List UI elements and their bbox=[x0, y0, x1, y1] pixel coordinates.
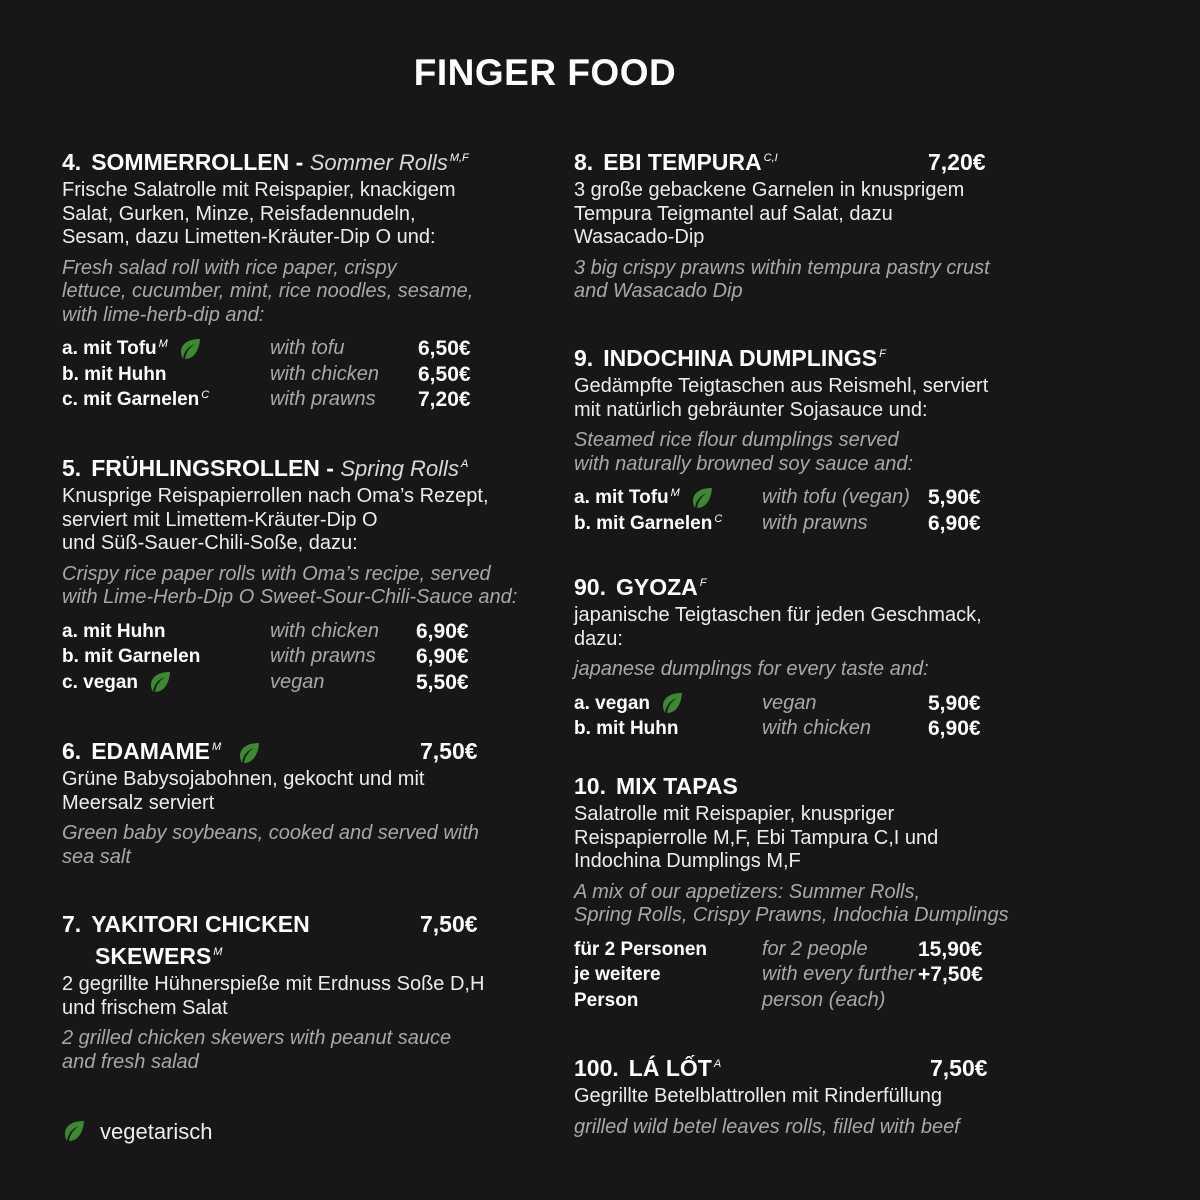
description-line: 2 grilled chicken skewers with peanut sauce bbox=[62, 1027, 452, 1049]
option-label bbox=[62, 619, 165, 645]
item-name: EBI TEMPURA bbox=[603, 149, 762, 175]
description-line: 3 big crispy prawns within tempura pastry crust bbox=[574, 256, 990, 279]
option-english: with prawns bbox=[270, 388, 376, 410]
description-line: and Wasacado Dip bbox=[574, 280, 743, 302]
description-line: Frische Salatrolle mit Reispapier, knackigem bbox=[62, 179, 456, 201]
description-line: Fresh salad roll with rice paper, crispy bbox=[62, 256, 397, 279]
option-price: 6,50€ bbox=[418, 337, 471, 360]
legend-label: vegetarisch bbox=[100, 1119, 213, 1144]
item-header bbox=[574, 571, 1044, 603]
description-line: Gedämpfte Teigtaschen aus Reismehl, serviert bbox=[574, 375, 989, 397]
legend bbox=[62, 1117, 213, 1147]
option-row bbox=[574, 716, 1044, 742]
item-price: 7,50€ bbox=[930, 1055, 988, 1081]
option-name: b. mit Garnelen bbox=[62, 646, 201, 667]
item-number: 4. bbox=[62, 149, 82, 175]
description-line: serviert mit Limettem-Kräuter-Dip O bbox=[62, 508, 378, 531]
option-label bbox=[62, 336, 202, 362]
option-name: a. mit Huhn bbox=[62, 620, 166, 642]
allergen-codes: M,F bbox=[449, 152, 469, 164]
item-number: 10. bbox=[574, 773, 606, 799]
option-price: 5,90€ bbox=[928, 691, 981, 715]
description-line: Knusprige Reispapierrollen nach Oma’s Rezept, bbox=[62, 485, 489, 507]
option-row bbox=[574, 988, 1044, 1014]
option-label bbox=[574, 511, 722, 537]
item-number: 6. bbox=[62, 738, 82, 764]
option-name: b. mit Garnelen bbox=[574, 512, 713, 534]
item-header-line2 bbox=[62, 940, 532, 972]
option-name: a. mit Tofu bbox=[62, 338, 157, 359]
allergen-codes: C bbox=[201, 389, 210, 401]
description-line: Crispy rice paper rolls with Oma’s recipe, served bbox=[62, 562, 491, 585]
item-number: 100. bbox=[574, 1055, 619, 1081]
option-row bbox=[62, 387, 532, 413]
option-english: for 2 people bbox=[762, 937, 868, 960]
item-header bbox=[62, 735, 532, 767]
german-description bbox=[574, 375, 1044, 422]
options-list bbox=[62, 619, 532, 696]
description-line: Steamed rice flour dumplings served bbox=[574, 429, 899, 451]
option-price: 15,90€ bbox=[918, 937, 983, 961]
option-name: b. mit Huhn bbox=[62, 363, 167, 385]
allergen-codes: M bbox=[158, 338, 168, 350]
description-line: Sesam, dazu Limetten-Kräuter-Dip O und: bbox=[62, 226, 436, 248]
item-price: 7,20€ bbox=[928, 149, 986, 175]
description-line: grilled wild betel leaves rolls, filled with beef bbox=[574, 1115, 960, 1138]
option-name: b. mit Huhn bbox=[574, 718, 679, 739]
item-header bbox=[574, 342, 1044, 374]
option-name: c. mit Garnelen bbox=[62, 389, 200, 410]
english-description bbox=[574, 429, 1044, 476]
menu-item bbox=[574, 770, 1044, 1013]
description-line: Salat, Gurken, Minze, Reisfadennudeln, bbox=[62, 202, 416, 225]
options-list bbox=[574, 937, 1044, 1014]
menu-item bbox=[62, 452, 532, 695]
leaf-icon bbox=[237, 741, 261, 765]
leaf-icon bbox=[690, 486, 714, 510]
item-price: 7,50€ bbox=[420, 911, 478, 937]
menu-title: FINGER FOOD bbox=[413, 52, 677, 93]
option-english: with chicken bbox=[762, 717, 871, 739]
item-name: EDAMAME bbox=[91, 738, 211, 764]
item-name-continued: SKEWERS bbox=[95, 943, 212, 969]
item-subtitle: Sommer Rolls bbox=[309, 150, 448, 175]
option-english: with every further bbox=[762, 963, 916, 985]
item-subtitle: Spring Rolls bbox=[340, 456, 459, 481]
option-label bbox=[62, 644, 200, 670]
menu-item bbox=[574, 342, 1044, 536]
description-line: Tempura Teigmantel auf Salat, dazu bbox=[574, 202, 893, 225]
description-line: 2 gegrillte Hühnerspieße mit Erdnuss Soße D,H bbox=[62, 973, 485, 995]
allergen-codes: C,I bbox=[763, 152, 778, 164]
option-label bbox=[62, 670, 172, 696]
description-line: with Lime-Herb-Dip O Sweet-Sour-Chili-Sauce and: bbox=[62, 586, 518, 608]
option-name: Person bbox=[574, 989, 639, 1011]
item-name: MIX TAPAS bbox=[615, 773, 738, 799]
allergen-codes: M bbox=[670, 487, 680, 499]
description-line: Green baby soybeans, cooked and served with bbox=[62, 822, 479, 844]
option-row bbox=[574, 937, 1044, 963]
leaf-icon bbox=[178, 337, 202, 361]
item-price: 7,50€ bbox=[420, 738, 478, 764]
german-description bbox=[62, 485, 532, 556]
option-row bbox=[62, 619, 532, 645]
german-description bbox=[574, 604, 1044, 651]
description-line: lettuce, cucumber, mint, rice noodles, sesame, bbox=[62, 280, 474, 302]
option-price: 6,90€ bbox=[416, 645, 469, 668]
option-price: 6,90€ bbox=[928, 717, 981, 740]
allergen-codes: F bbox=[699, 577, 707, 589]
german-description bbox=[62, 768, 532, 815]
item-header bbox=[62, 908, 532, 940]
option-english: with tofu (vegan) bbox=[762, 486, 910, 508]
option-name: a. vegan bbox=[574, 692, 651, 714]
item-number: 7. bbox=[62, 911, 82, 937]
allergen-codes: M bbox=[213, 946, 223, 958]
option-label bbox=[574, 962, 661, 988]
german-description bbox=[574, 1085, 1044, 1109]
description-line: 3 große gebackene Garnelen in knusprigem bbox=[574, 179, 965, 201]
description-line: japanische Teigtaschen für jeden Geschmack, bbox=[574, 604, 982, 626]
item-name: SOMMERROLLEN - bbox=[91, 149, 304, 175]
option-row bbox=[62, 644, 532, 670]
menu-item bbox=[62, 735, 532, 869]
item-header bbox=[574, 770, 1044, 802]
leaf-icon bbox=[62, 1119, 86, 1143]
option-price: +7,50€ bbox=[918, 963, 983, 986]
option-row bbox=[62, 336, 532, 362]
option-name: für 2 Personen bbox=[574, 938, 708, 960]
allergen-codes: M bbox=[212, 741, 222, 753]
option-label bbox=[574, 988, 638, 1014]
item-header bbox=[62, 452, 532, 484]
option-label bbox=[62, 387, 209, 413]
description-line: sea salt bbox=[62, 845, 131, 868]
options-list bbox=[574, 485, 1044, 536]
item-number: 5. bbox=[62, 455, 82, 481]
description-line: Indochina Dumplings M,F bbox=[574, 850, 801, 872]
english-description bbox=[574, 658, 1044, 682]
item-number: 90. bbox=[574, 574, 606, 600]
menu-item bbox=[62, 146, 532, 413]
english-description bbox=[574, 257, 1044, 304]
allergen-codes: F bbox=[879, 348, 886, 360]
description-line: with naturally browned soy sauce and: bbox=[574, 452, 914, 475]
options-list bbox=[62, 336, 532, 413]
menu-item bbox=[62, 908, 532, 1074]
description-line: Reispapierrolle M,F, Ebi Tampura C,I und bbox=[574, 826, 939, 849]
item-name: LÁ LỐT bbox=[628, 1055, 712, 1081]
description-line: with lime-herb-dip and: bbox=[62, 303, 265, 326]
option-label bbox=[574, 937, 707, 963]
option-name: je weitere bbox=[574, 964, 661, 985]
option-english: with prawns bbox=[762, 511, 868, 534]
german-description bbox=[574, 179, 1044, 250]
option-label bbox=[574, 716, 678, 742]
description-line: und Süß-Sauer-Chili-Soße, dazu: bbox=[62, 532, 358, 554]
option-row bbox=[574, 691, 1044, 717]
option-price: 7,20€ bbox=[418, 388, 471, 411]
english-description bbox=[574, 881, 1044, 928]
item-name: FRÜHLINGSROLLEN - bbox=[91, 455, 334, 481]
description-line: Gegrillte Betelblattrollen mit Rinderfüllung bbox=[574, 1085, 942, 1107]
option-label bbox=[574, 691, 684, 717]
item-name: GYOZA bbox=[615, 574, 698, 600]
english-description bbox=[62, 822, 532, 869]
english-description bbox=[62, 563, 532, 610]
option-price: 5,50€ bbox=[416, 670, 469, 694]
option-row bbox=[574, 485, 1044, 511]
description-line: Meersalz serviert bbox=[62, 791, 215, 814]
option-row bbox=[574, 962, 1044, 988]
option-price: 5,90€ bbox=[928, 486, 981, 509]
option-english: with prawns bbox=[270, 645, 376, 667]
description-line: Salatrolle mit Reispapier, knuspriger bbox=[574, 803, 895, 825]
allergen-codes: C bbox=[714, 512, 723, 525]
option-english: with tofu bbox=[270, 337, 345, 359]
option-label bbox=[574, 485, 714, 511]
allergen-codes: A bbox=[713, 1058, 722, 1070]
option-price: 6,90€ bbox=[928, 511, 981, 535]
english-description bbox=[62, 257, 532, 328]
allergen-codes: A bbox=[460, 458, 469, 470]
german-description bbox=[62, 179, 532, 250]
menu-item bbox=[574, 146, 1044, 304]
description-line: Grüne Babysojabohnen, gekocht und mit bbox=[62, 768, 425, 790]
item-number: 9. bbox=[574, 345, 594, 371]
option-english: with chicken bbox=[270, 619, 379, 642]
leaf-icon bbox=[148, 670, 172, 694]
description-line: and fresh salad bbox=[62, 1050, 199, 1073]
description-line: dazu: bbox=[574, 627, 623, 650]
option-price: 6,90€ bbox=[416, 619, 469, 643]
option-price: 6,50€ bbox=[418, 362, 471, 386]
leaf-icon bbox=[660, 691, 684, 715]
item-number: 8. bbox=[574, 149, 594, 175]
description-line: mit natürlich gebräunter Sojasauce und: bbox=[574, 398, 928, 421]
english-description bbox=[62, 1027, 532, 1074]
option-english: person (each) bbox=[762, 988, 886, 1011]
option-english: vegan bbox=[270, 670, 325, 693]
menu-item bbox=[574, 571, 1044, 742]
option-english: with chicken bbox=[270, 362, 379, 385]
option-english: vegan bbox=[762, 691, 817, 714]
item-name: INDOCHINA DUMPLINGS bbox=[603, 345, 878, 371]
options-list bbox=[574, 691, 1044, 742]
description-line: und frischem Salat bbox=[62, 996, 228, 1019]
item-header bbox=[574, 1052, 1044, 1084]
item-header bbox=[62, 146, 532, 178]
option-name: a. mit Tofu bbox=[574, 487, 669, 508]
description-line: Wasacado-Dip bbox=[574, 226, 705, 248]
option-row bbox=[62, 362, 532, 388]
english-description bbox=[574, 1116, 1044, 1140]
german-description bbox=[62, 973, 532, 1020]
menu-item bbox=[574, 1052, 1044, 1139]
description-line: A mix of our appetizers: Summer Rolls, bbox=[574, 880, 921, 903]
german-description bbox=[574, 803, 1044, 874]
item-name: YAKITORI CHICKEN bbox=[91, 911, 310, 937]
description-line: Spring Rolls, Crispy Prawns, Indochia Dumplings bbox=[574, 904, 1009, 926]
description-line: japanese dumplings for every taste and: bbox=[574, 658, 929, 680]
option-row bbox=[62, 670, 532, 696]
option-row bbox=[574, 511, 1044, 537]
item-header bbox=[574, 146, 1044, 178]
option-name: c. vegan bbox=[62, 671, 139, 693]
option-label bbox=[62, 362, 166, 388]
